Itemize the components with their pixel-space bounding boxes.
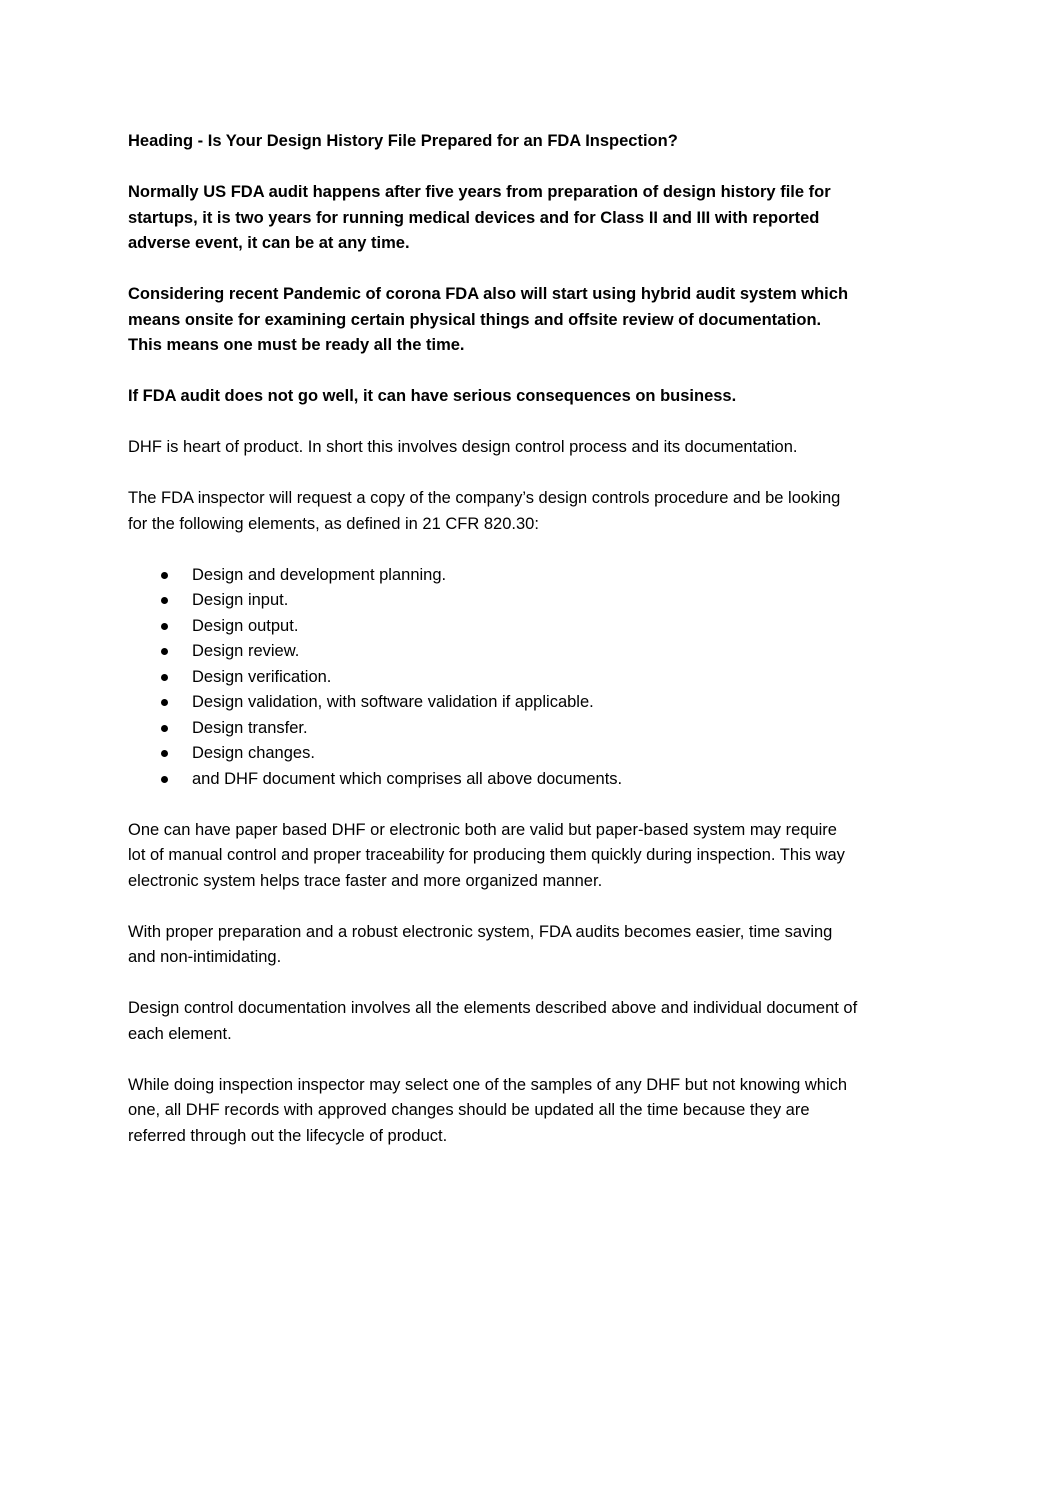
list-item: [128, 588, 858, 614]
bullet-icon: [161, 597, 168, 604]
list-item: [128, 639, 858, 665]
list-item-text: Design output.: [192, 616, 299, 635]
list-item: [128, 690, 858, 716]
list-item-text: Design review.: [192, 642, 300, 660]
bullet-icon: [161, 648, 168, 655]
document-body: [128, 129, 858, 1175]
list-item-text: Design transfer.: [192, 718, 308, 737]
list-item-text: Design input.: [192, 591, 289, 609]
list-item: [128, 665, 858, 691]
list-item: [128, 767, 858, 793]
list-item-text: and DHF document which comprises all above documents.: [192, 769, 623, 788]
paragraph-paper-vs-electronic: One can have paper based DHF or electronic both are valid but paper-based system may require lot of manual control and proper traceability for producing them quickly during inspection. This way electronic system helps trace faster and more organized manner.: [128, 820, 845, 890]
list-item: [128, 741, 858, 767]
list-item-text: Design verification.: [192, 667, 332, 686]
bullet-icon: [161, 750, 168, 757]
bullet-icon: [161, 699, 168, 706]
paragraph-inspection-samples: While doing inspection inspector may select one of the samples of any DHF but not knowing which one, all DHF records with approved changes should be updated all the time because they are referred through out the lifecycle of product.: [128, 1075, 848, 1145]
list-item: [128, 614, 858, 640]
list-item-text: Design and development planning.: [192, 565, 447, 584]
bold-paragraph-consequences: If FDA audit does not go well, it can have serious consequences on business.: [128, 387, 737, 405]
bullet-icon: [161, 776, 168, 783]
document-heading: Heading - Is Your Design History File Prepared for an FDA Inspection?: [128, 132, 678, 150]
paragraph-dhf-heart: DHF is heart of product. In short this involves design control process and its documentation.: [128, 438, 798, 456]
list-item: [128, 716, 858, 742]
paragraph-design-control-docs: Design control documentation involves all the elements described above and individual document of each element.: [128, 999, 858, 1043]
list-item: [128, 563, 858, 589]
design-elements-list: [128, 563, 858, 793]
bullet-icon: [161, 572, 168, 579]
list-item-text: Design changes.: [192, 744, 315, 762]
paragraph-proper-preparation: With proper preparation and a robust electronic system, FDA audits becomes easier, time saving and non-intimidating.: [128, 922, 833, 966]
bullet-icon: [161, 674, 168, 681]
bullet-icon: [161, 725, 168, 732]
bold-paragraph-hybrid-audit: Considering recent Pandemic of corona FDA also will start using hybrid audit system which means onsite for examining certain physical things and offsite review of documentation. This means one must be ready all the time.: [128, 285, 849, 354]
paragraph-inspector-request: The FDA inspector will request a copy of the company’s design controls procedure and be looking for the following elements, as defined in 21 CFR 820.30:: [128, 489, 841, 533]
list-item-text: Design validation, with software validation if applicable.: [192, 693, 594, 711]
bold-paragraph-audit-frequency: Normally US FDA audit happens after five years from preparation of design history file for startups, it is two years for running medical devices and for Class II and III with reported adverse event, it can be at any time.: [128, 183, 831, 252]
bullet-icon: [161, 623, 168, 630]
